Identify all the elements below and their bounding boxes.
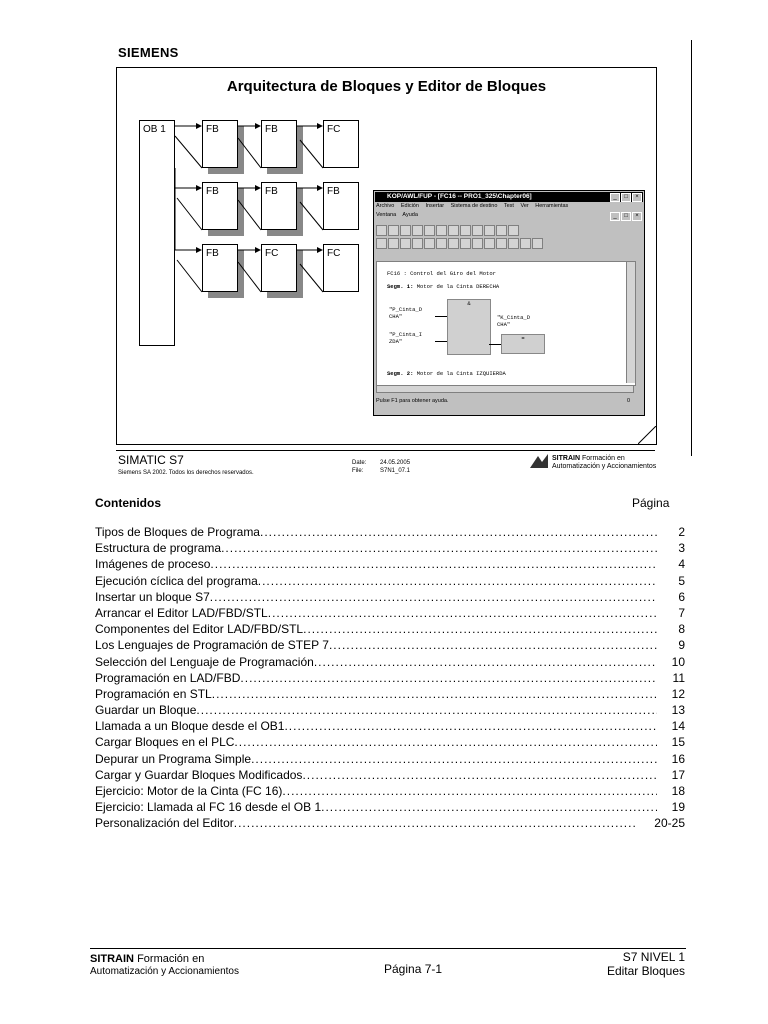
input-1 — [389, 306, 422, 320]
toc-entry[interactable] — [95, 686, 685, 702]
restore-icon[interactable]: □ — [621, 212, 631, 221]
toc-entry[interactable] — [95, 573, 685, 589]
assign-symbol: = — [521, 335, 525, 342]
toc-entry-page: 9 — [678, 638, 685, 653]
menu-ayuda[interactable]: Ayuda — [402, 212, 418, 218]
menu-insertar[interactable]: Insertar — [425, 203, 445, 209]
arrow-icon[interactable] — [448, 238, 459, 249]
download-icon[interactable] — [496, 225, 507, 236]
wire — [489, 344, 501, 345]
input-2 — [389, 331, 422, 345]
slide-footer-rule — [116, 450, 655, 451]
toc-entry-title: Componentes del Editor LAD/FBD/STL — [95, 622, 304, 637]
toc-entry-title: Programación en STL — [95, 686, 212, 701]
toc-entry-title: Arrancar el Editor LAD/FBD/STL — [95, 605, 268, 620]
toc-entry[interactable] — [95, 654, 685, 670]
toc-entry[interactable] — [95, 718, 685, 734]
toc-entry[interactable] — [95, 815, 685, 831]
footer-rule — [90, 948, 686, 949]
footer-brand-name: SITRAIN — [90, 953, 134, 965]
toc-entry[interactable] — [95, 767, 685, 783]
undo-icon[interactable] — [460, 225, 471, 236]
toc-entry[interactable] — [95, 799, 685, 815]
toc-entry-title: Ejercicio: Llamada al FC 16 desde el OB 1 — [95, 800, 322, 815]
code-editor[interactable] — [376, 261, 636, 386]
toc-leader-dots — [251, 751, 657, 767]
toolbar-1 — [376, 225, 520, 236]
course-level: S7 NIVEL 1 — [622, 950, 685, 964]
table-of-contents — [95, 524, 685, 832]
toc-entry[interactable] — [95, 751, 685, 767]
segment-2 — [387, 370, 506, 377]
page-corner-icon — [638, 426, 656, 444]
menu-herramientas[interactable]: Herramientas — [535, 203, 569, 209]
slide-title: Arquitectura de Bloques y Editor de Bloques — [226, 78, 547, 95]
page-column-heading: Página — [632, 496, 670, 510]
window-icon[interactable] — [508, 225, 519, 236]
arrow-icon[interactable] — [484, 238, 495, 249]
footer-brand — [90, 953, 239, 978]
sitrain-logo-icon — [528, 452, 550, 470]
toc-leader-dots — [196, 702, 657, 718]
diagram-block: FC — [323, 244, 359, 292]
ob1-block: OB 1 — [139, 120, 175, 346]
menu-sistema[interactable]: Sistema de destino — [450, 203, 498, 209]
segment-label: Segm. 1: — [387, 283, 414, 290]
segment-1 — [387, 283, 499, 290]
toc-leader-dots — [210, 589, 657, 605]
file-value: S7N1_07.1 — [380, 468, 411, 474]
toc-entry[interactable] — [95, 783, 685, 799]
open-icon[interactable] — [388, 225, 399, 236]
siemens-logo: SIEMENS — [118, 45, 179, 60]
toc-entry-page: 8 — [678, 622, 685, 637]
vertical-scrollbar[interactable] — [626, 262, 635, 383]
coil-icon[interactable] — [400, 238, 411, 249]
horizontal-scrollbar[interactable] — [376, 385, 634, 393]
toc-entry[interactable] — [95, 540, 685, 556]
toc-leader-dots — [329, 637, 657, 653]
paste-icon[interactable] — [448, 225, 459, 236]
menu-bar-2 — [376, 212, 418, 218]
arrow-icon[interactable] — [496, 238, 507, 249]
contents-heading: Contenidos — [95, 496, 161, 510]
toc-entry[interactable] — [95, 734, 685, 750]
and-symbol: & — [467, 300, 471, 307]
window-title: KOP/AWL/FUP - [FC16 -- PRO1_325\Chapter06] — [387, 193, 532, 200]
date-label: Date: — [352, 460, 367, 466]
toc-entry-page: 10 — [671, 654, 685, 669]
toc-entry-title: Cargar y Guardar Bloques Modificados — [95, 767, 303, 782]
arrow-icon[interactable] — [508, 238, 519, 249]
toc-entry-page: 20-25 — [654, 816, 685, 831]
window-controls — [609, 193, 642, 202]
menu-test[interactable]: Test — [503, 203, 514, 209]
toc-entry-title: Los Lenguajes de Programación de STEP 7 — [95, 638, 329, 653]
segment-text: Motor de la Cinta IZQUIERDA — [416, 370, 506, 377]
toc-entry[interactable] — [95, 524, 685, 540]
toc-entry-page: 17 — [671, 767, 685, 782]
status-text: Pulse F1 para obtener ayuda. — [376, 398, 449, 404]
toc-leader-dots — [240, 670, 657, 686]
window-titlebar — [375, 192, 643, 202]
toc-leader-dots — [302, 767, 657, 783]
copyright: Siemens SA 2002. Todos los derechos reservados. — [118, 470, 254, 476]
sitrain-line1: Formación en — [581, 455, 625, 462]
toc-entry-title: Imágenes de proceso — [95, 557, 211, 572]
date-value: 24.05.2005 — [380, 460, 411, 466]
chapter-title: Editar Bloques — [606, 964, 685, 978]
diagram-block: FB — [202, 244, 238, 292]
arrow-icon[interactable] — [472, 238, 483, 249]
toc-leader-dots — [221, 540, 657, 556]
toc-entry-title: Insertar un bloque S7 — [95, 589, 210, 604]
close-icon[interactable]: × — [632, 212, 642, 221]
menu-bar — [376, 203, 573, 209]
toc-entry-title: Estructura de programa — [95, 541, 222, 556]
toc-entry-page: 4 — [678, 557, 685, 572]
diagram-block: FC — [261, 244, 297, 292]
monitor-icon[interactable] — [484, 225, 495, 236]
toc-leader-dots — [268, 605, 657, 621]
toc-leader-dots — [260, 524, 657, 540]
sitrain-brand: SITRAIN — [552, 455, 580, 462]
redo-icon[interactable] — [472, 225, 483, 236]
menu-ver[interactable]: Ver — [520, 203, 529, 209]
and-box — [447, 299, 491, 355]
output-line: CHA" — [497, 321, 511, 328]
copy-icon[interactable] — [436, 225, 447, 236]
toc-leader-dots — [258, 573, 657, 589]
toc-leader-dots — [210, 556, 657, 572]
output-label — [497, 314, 530, 328]
page-number: Página 7-1 — [384, 962, 443, 976]
help-icon[interactable] — [532, 238, 543, 249]
toc-entry-title: Depurar un Programa Simple — [95, 751, 252, 766]
wire — [435, 341, 447, 342]
arrow-icon[interactable] — [520, 238, 531, 249]
toc-leader-dots — [234, 734, 657, 750]
box-icon[interactable] — [412, 238, 423, 249]
segment-text: Motor de la Cinta DERECHA — [416, 283, 500, 290]
close-icon[interactable]: × — [632, 193, 642, 202]
toc-entry-page: 12 — [671, 686, 685, 701]
toc-entry-title: Guardar un Bloque — [95, 703, 197, 718]
wire — [435, 316, 447, 317]
toc-entry[interactable] — [95, 556, 685, 572]
file-label: File: — [352, 468, 364, 474]
toc-entry-page: 5 — [678, 573, 685, 588]
arrow-icon[interactable] — [460, 238, 471, 249]
toc-entry-title: Llamada a un Bloque desde el OB1 — [95, 719, 285, 734]
diagram-block: FB — [323, 182, 359, 230]
contact-icon[interactable] — [388, 238, 399, 249]
assign-box — [501, 334, 545, 354]
toc-leader-dots — [284, 718, 657, 734]
footer-brand-tail: Formación en — [137, 953, 205, 965]
editor-window — [373, 190, 645, 416]
toc-entry-page: 7 — [678, 605, 685, 620]
toc-entry-title: Personalización del Editor — [95, 816, 234, 831]
input-2-line: ZDA" — [389, 338, 403, 345]
toc-entry-title: Tipos de Bloques de Programa — [95, 525, 260, 539]
status-right: 0 — [626, 398, 630, 404]
toolbar-2 — [376, 238, 544, 249]
mdi-controls — [609, 212, 642, 221]
network-icon[interactable] — [376, 238, 387, 249]
maximize-icon[interactable]: □ — [621, 193, 631, 202]
footer-right — [607, 950, 685, 978]
toc-leader-dots — [303, 621, 657, 637]
toc-entry-page: 19 — [671, 800, 685, 815]
toc-entry-title: Cargar Bloques en el PLC — [95, 735, 235, 750]
status-bar — [376, 396, 640, 406]
menu-ventana[interactable]: Ventana — [376, 212, 397, 218]
toc-entry-page: 2 — [678, 525, 685, 539]
diagram-block: FB — [202, 182, 238, 230]
footer-brand-line2: Automatización y Accionamientos — [90, 966, 239, 977]
margin-rule — [691, 40, 692, 456]
sitrain-slide-brand — [552, 455, 656, 471]
branch-icon[interactable] — [424, 238, 435, 249]
toc-leader-dots — [234, 815, 637, 831]
toc-entry[interactable] — [95, 702, 685, 718]
close-branch-icon[interactable] — [436, 238, 447, 249]
toc-leader-dots — [212, 686, 657, 702]
toc-entry[interactable] — [95, 621, 685, 637]
print-icon[interactable] — [412, 225, 423, 236]
diagram-connectors — [117, 68, 377, 358]
toc-entry-page: 11 — [672, 670, 685, 685]
toc-entry-title: Ejercicio: Motor de la Cinta (FC 16) — [95, 784, 283, 798]
minimize-icon[interactable]: _ — [610, 193, 620, 202]
toc-entry-title: Ejecución cíclica del programa — [95, 573, 258, 588]
toc-entry-page: 6 — [678, 589, 685, 604]
toc-entry[interactable] — [95, 589, 685, 605]
toc-leader-dots — [282, 783, 657, 799]
input-1-line: "P_Cinta_D — [389, 306, 423, 313]
sitrain-line2: Automatización y Accionamientos — [552, 463, 657, 470]
toc-entry-page: 13 — [671, 703, 685, 718]
diagram-block: FB — [261, 120, 297, 168]
diagram-block: FB — [202, 120, 238, 168]
toc-entry[interactable] — [95, 605, 685, 621]
toc-entry-page: 3 — [678, 541, 685, 556]
toc-entry-page: 18 — [671, 784, 685, 798]
output-line: "K_Cinta_D — [497, 314, 531, 321]
simatic-label: SIMATIC S7 — [118, 453, 184, 467]
toc-entry-page: 15 — [671, 735, 685, 750]
toc-leader-dots — [321, 799, 657, 815]
menu-archivo[interactable]: Archivo — [376, 203, 395, 209]
segment-label: Segm. 2: — [387, 370, 414, 377]
toc-entry-page: 16 — [671, 751, 685, 766]
cut-icon[interactable] — [424, 225, 435, 236]
toc-entry-page: 14 — [671, 719, 685, 734]
toc-entry-title: Selección del Lenguaje de Programación — [95, 654, 314, 669]
diagram-block: FC — [323, 120, 359, 168]
minimize-icon[interactable]: _ — [610, 212, 620, 221]
toc-entry-title: Programación en LAD/FBD — [95, 670, 241, 685]
save-icon[interactable] — [400, 225, 411, 236]
slide-frame — [116, 67, 657, 445]
input-2-line: "P_Cinta_I — [389, 331, 423, 338]
toc-entry[interactable] — [95, 637, 685, 653]
code-title: FC16 : Control del Giro del Motor — [387, 270, 496, 277]
input-1-line: CHA" — [389, 313, 403, 320]
new-icon[interactable] — [376, 225, 387, 236]
menu-edicion[interactable]: Edición — [400, 203, 419, 209]
diagram-block: FB — [261, 182, 297, 230]
toc-entry[interactable] — [95, 670, 685, 686]
toc-leader-dots — [314, 654, 657, 670]
